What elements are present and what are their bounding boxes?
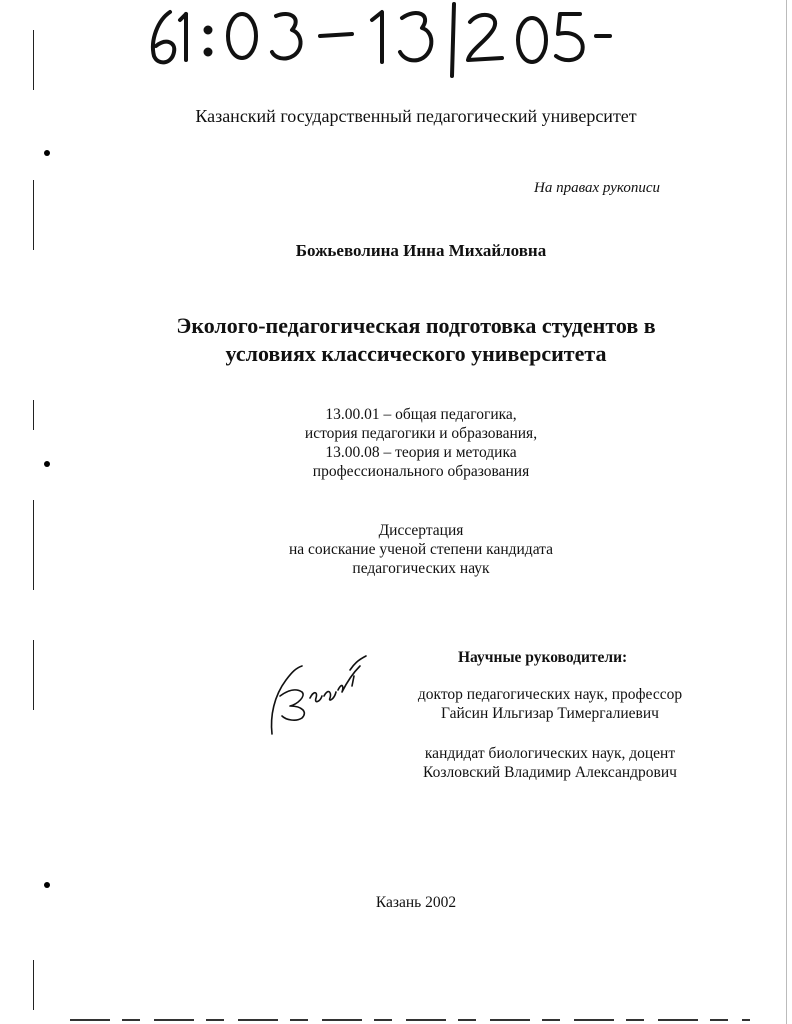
title-line: Эколого-педагогическая подготовка студентов в	[176, 313, 656, 338]
title-line: условиях классического университета	[225, 341, 607, 366]
author-name: Божьеволина Инна Михайловна	[295, 241, 547, 260]
punch-hole-dot	[44, 882, 50, 888]
punch-hole-dot	[44, 461, 50, 467]
specialty-line: профессионального образования	[312, 463, 530, 480]
city-year: Казань 2002	[375, 894, 457, 911]
dissertation-title	[0, 312, 792, 368]
dissertation-line: Диссертация	[378, 522, 464, 539]
university-name: Казанский государственный педагогический университет	[195, 106, 637, 126]
rights-notice: На правах рукописи	[534, 180, 660, 196]
margin-line	[33, 960, 34, 1010]
supervisor-first	[392, 685, 708, 723]
supervisor-degree: доктор педагогических наук, профессор	[417, 686, 683, 703]
archive-code-drawing	[140, 0, 620, 80]
specialty-block	[0, 405, 792, 481]
specialty-line: 13.00.08 – теория и методика	[325, 444, 517, 461]
signature	[262, 646, 372, 738]
dissertation-line: на соискание ученой степени кандидата	[288, 541, 554, 558]
margin-line	[33, 400, 34, 430]
margin-line	[33, 30, 34, 90]
dissertation-type-block	[0, 521, 792, 578]
margin-line	[33, 180, 34, 250]
margin-line	[33, 640, 34, 710]
archive-code-handwritten	[140, 0, 620, 80]
margin-line	[33, 500, 34, 590]
supervisor-name: Козловский Владимир Александрович	[423, 764, 677, 781]
page-edge	[786, 0, 787, 1024]
bottom-scan-edge	[70, 1019, 750, 1021]
supervisors-heading: Научные руководители:	[458, 649, 628, 666]
supervisor-second	[400, 744, 700, 782]
punch-hole-dot	[44, 150, 50, 156]
supervisor-name: Гайсин Ильгизар Тимергалиевич	[441, 705, 659, 722]
signature-drawing	[262, 646, 372, 738]
dissertation-line: педагогических наук	[352, 560, 490, 577]
specialty-line: 13.00.01 – общая педагогика,	[325, 406, 517, 423]
specialty-line: история педагогики и образования,	[304, 425, 538, 442]
supervisor-degree: кандидат биологических наук, доцент	[424, 745, 676, 762]
